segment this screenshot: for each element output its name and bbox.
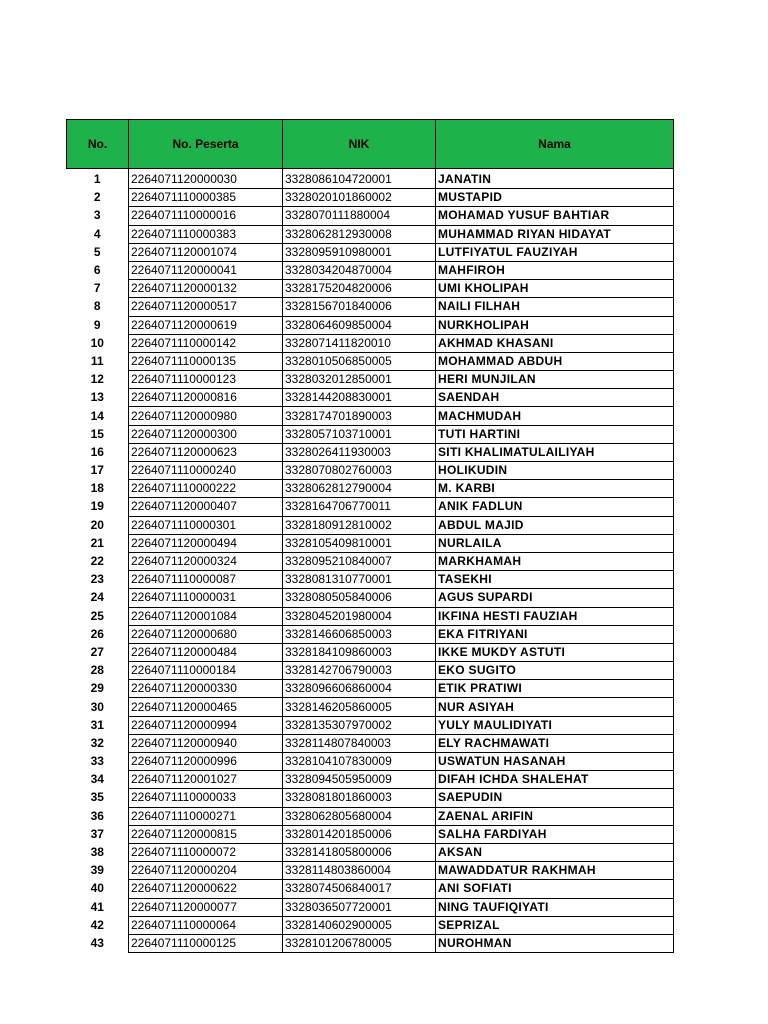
cell-no: 27: [90, 644, 104, 659]
cell-nik: 3328146205860005: [283, 698, 436, 716]
cell-no: 24: [90, 590, 104, 605]
table-row: [67, 607, 674, 625]
table-row: [67, 352, 674, 370]
cell-no-peserta: 2264071120000132: [129, 280, 283, 298]
cell-nama: MOHAMAD YUSUF BAHTIAR: [436, 207, 674, 225]
cell-nik: 3328026411930003: [283, 443, 436, 461]
cell-nama: ZAENAL ARIFIN: [436, 807, 674, 825]
cell-nama: AGUS SUPARDI: [436, 589, 674, 607]
table-row: [67, 807, 674, 825]
cell-nama: MAHFIROH: [436, 261, 674, 279]
cell-nik: 3328142706790003: [283, 662, 436, 680]
cell-nik: 3328014201850006: [283, 825, 436, 843]
cell-nik: 3328095210840007: [283, 552, 436, 570]
table-row: [67, 771, 674, 789]
cell-nama: YULY MAULIDIYATI: [436, 716, 674, 734]
cell-nama: SALHA FARDIYAH: [436, 825, 674, 843]
cell-no-peserta: 2264071120000980: [129, 407, 283, 425]
cell-no-peserta: 2264071110000135: [129, 352, 283, 370]
cell-no: 36: [90, 808, 104, 823]
cell-no: 23: [90, 572, 104, 587]
cell-nama: NURLAILA: [436, 534, 674, 552]
cell-nama: JANATIN: [436, 169, 674, 189]
cell-nama: HOLIKUDIN: [436, 462, 674, 480]
cell-no: 3: [93, 208, 101, 223]
table-row: [67, 189, 674, 207]
cell-no: 18: [90, 481, 104, 496]
cell-no-peserta: 2264071120000494: [129, 534, 283, 552]
cell-nama: ANI SOFIATI: [436, 880, 674, 898]
cell-nama: LUTFIYATUL FAUZIYAH: [436, 243, 674, 261]
cell-nik: 3328070111880004: [283, 207, 436, 225]
cell-no: 37: [90, 826, 104, 841]
cell-nik: 3328146606850003: [283, 625, 436, 643]
cell-nik: 3328071411820010: [283, 334, 436, 352]
table-row: [67, 462, 674, 480]
cell-nama: SITI KHALIMATULAILIYAH: [436, 443, 674, 461]
cell-no-peserta: 2264071110000184: [129, 662, 283, 680]
cell-nama: SEPRIZAL: [436, 916, 674, 934]
cell-no-peserta: 2264071110000064: [129, 916, 283, 934]
cell-nama: M. KARBI: [436, 480, 674, 498]
cell-nama: ANIK FADLUN: [436, 498, 674, 516]
cell-nik: 3328164706770011: [283, 498, 436, 516]
header-no-peserta: No. Peserta: [129, 120, 283, 169]
table-row: [67, 407, 674, 425]
cell-nama: NURKHOLIPAH: [436, 316, 674, 334]
cell-no: 32: [90, 735, 104, 750]
cell-nama: IKFINA HESTI FAUZIAH: [436, 607, 674, 625]
cell-nik: 3328135307970002: [283, 716, 436, 734]
table-row: [67, 789, 674, 807]
cell-no: 22: [90, 554, 104, 569]
cell-no: 28: [90, 663, 104, 678]
cell-no: 42: [90, 917, 104, 932]
table-row: [67, 280, 674, 298]
cell-no: 17: [90, 463, 104, 478]
cell-no-peserta: 2264071120000330: [129, 680, 283, 698]
cell-nik: 3328114803860004: [283, 862, 436, 880]
table-row: [67, 880, 674, 898]
cell-no: 35: [90, 790, 104, 805]
table-row: [67, 169, 674, 189]
table-row: [67, 298, 674, 316]
cell-nama: ETIK PRATIWI: [436, 680, 674, 698]
cell-no-peserta: 2264071120000816: [129, 389, 283, 407]
cell-nama: EKA FITRIYANI: [436, 625, 674, 643]
cell-nama: TASEKHI: [436, 571, 674, 589]
cell-no: 21: [90, 535, 104, 550]
cell-no: 11: [90, 353, 104, 368]
cell-nik: 3328020101860002: [283, 189, 436, 207]
cell-no: 5: [93, 244, 101, 259]
table-row: [67, 425, 674, 443]
cell-nik: 3328156701840006: [283, 298, 436, 316]
cell-nik: 3328074506840017: [283, 880, 436, 898]
cell-no-peserta: 2264071120000204: [129, 862, 283, 880]
cell-no: 9: [93, 317, 101, 332]
cell-no-peserta: 2264071120000517: [129, 298, 283, 316]
cell-no-peserta: 2264071110000033: [129, 789, 283, 807]
cell-nama: MAWADDATUR RAKHMAH: [436, 862, 674, 880]
cell-no: 10: [90, 335, 104, 350]
header-no: No.: [67, 120, 129, 169]
cell-no-peserta: 2264071120000815: [129, 825, 283, 843]
table-row: [67, 207, 674, 225]
table-row: [67, 716, 674, 734]
table-row: [67, 516, 674, 534]
cell-no: 20: [90, 517, 104, 532]
cell-no-peserta: 2264071110000240: [129, 462, 283, 480]
cell-no-peserta: 2264071120000407: [129, 498, 283, 516]
cell-no-peserta: 2264071120001074: [129, 243, 283, 261]
table-header: [67, 120, 674, 169]
cell-nik: 3328105409810001: [283, 534, 436, 552]
cell-no: 29: [90, 681, 104, 696]
cell-no: 25: [90, 608, 104, 623]
cell-no-peserta: 2264071110000016: [129, 207, 283, 225]
table-row: [67, 643, 674, 661]
table-row: [67, 389, 674, 407]
cell-nama: USWATUN HASANAH: [436, 753, 674, 771]
cell-no-peserta: 2264071110000301: [129, 516, 283, 534]
table-row: [67, 898, 674, 916]
table-row: [67, 443, 674, 461]
cell-nik: 3328081310770001: [283, 571, 436, 589]
cell-nik: 3328064609850004: [283, 316, 436, 334]
table-row: [67, 916, 674, 934]
cell-no: 16: [90, 444, 104, 459]
cell-no-peserta: 2264071120000484: [129, 643, 283, 661]
cell-no-peserta: 2264071110000383: [129, 225, 283, 243]
cell-nik: 3328184109860003: [283, 643, 436, 661]
cell-nik: 3328032012850001: [283, 371, 436, 389]
cell-no: 30: [90, 699, 104, 714]
cell-no: 33: [90, 754, 104, 769]
table-row: [67, 753, 674, 771]
cell-nik: 3328034204870004: [283, 261, 436, 279]
cell-no-peserta: 2264071120000300: [129, 425, 283, 443]
cell-nama: MARKHAMAH: [436, 552, 674, 570]
cell-no: 40: [90, 881, 104, 896]
table-row: [67, 698, 674, 716]
cell-no: 31: [90, 717, 104, 732]
table-row: [67, 498, 674, 516]
cell-nik: 3328114807840003: [283, 734, 436, 752]
cell-nik: 3328141805800006: [283, 843, 436, 861]
cell-no-peserta: 2264071110000222: [129, 480, 283, 498]
table-row: [67, 261, 674, 279]
cell-nama: SAEPUDIN: [436, 789, 674, 807]
cell-nik: 3328174701890003: [283, 407, 436, 425]
cell-no-peserta: 2264071110000125: [129, 934, 283, 952]
cell-nik: 3328010506850005: [283, 352, 436, 370]
cell-no: 26: [90, 626, 104, 641]
cell-nama: MUSTAPID: [436, 189, 674, 207]
cell-nama: EKO SUGITO: [436, 662, 674, 680]
table-row: [67, 571, 674, 589]
cell-no-peserta: 2264071110000031: [129, 589, 283, 607]
cell-nik: 3328062812790004: [283, 480, 436, 498]
cell-nik: 3328101206780005: [283, 934, 436, 952]
cell-no: 34: [90, 772, 104, 787]
cell-no-peserta: 2264071120000994: [129, 716, 283, 734]
table-row: [67, 225, 674, 243]
cell-no-peserta: 2264071120000940: [129, 734, 283, 752]
cell-nik: 3328095910980001: [283, 243, 436, 261]
cell-no: 15: [90, 426, 104, 441]
cell-nama: MACHMUDAH: [436, 407, 674, 425]
table-row: [67, 480, 674, 498]
header-nik: NIK: [283, 120, 436, 169]
cell-no-peserta: 2264071120000465: [129, 698, 283, 716]
cell-no: 12: [90, 372, 104, 387]
participant-table-sheet: [66, 119, 674, 953]
cell-nama: SAENDAH: [436, 389, 674, 407]
cell-no-peserta: 2264071110000072: [129, 843, 283, 861]
table-row: [67, 334, 674, 352]
cell-no: 7: [93, 281, 101, 296]
table-row: [67, 662, 674, 680]
cell-nama: IKKE MUKDY ASTUTI: [436, 643, 674, 661]
cell-no-peserta: 2264071120000623: [129, 443, 283, 461]
table-row: [67, 825, 674, 843]
cell-nama: NUROHMAN: [436, 934, 674, 952]
cell-nama: MUHAMMAD RIYAN HIDAYAT: [436, 225, 674, 243]
cell-nik: 3328057103710001: [283, 425, 436, 443]
cell-nama: NUR ASIYAH: [436, 698, 674, 716]
cell-no-peserta: 2264071120000041: [129, 261, 283, 279]
table-row: [67, 680, 674, 698]
cell-nik: 3328175204820006: [283, 280, 436, 298]
cell-nik: 3328140602900005: [283, 916, 436, 934]
header-nama: Nama: [436, 120, 674, 169]
cell-nama: ABDUL MAJID: [436, 516, 674, 534]
cell-nama: HERI MUNJILAN: [436, 371, 674, 389]
cell-nik: 3328036507720001: [283, 898, 436, 916]
cell-no: 4: [93, 226, 101, 241]
cell-no-peserta: 2264071110000123: [129, 371, 283, 389]
cell-nama: TUTI HARTINI: [436, 425, 674, 443]
cell-no-peserta: 2264071110000271: [129, 807, 283, 825]
cell-no: 38: [90, 845, 104, 860]
cell-no: 14: [90, 408, 104, 423]
cell-no-peserta: 2264071120001027: [129, 771, 283, 789]
cell-no-peserta: 2264071120000622: [129, 880, 283, 898]
table-row: [67, 734, 674, 752]
cell-nama: NAILI FILHAH: [436, 298, 674, 316]
cell-nik: 3328094505950009: [283, 771, 436, 789]
cell-no: 1: [93, 172, 101, 187]
cell-nama: AKHMAD KHASANI: [436, 334, 674, 352]
table-row: [67, 552, 674, 570]
table-row: [67, 371, 674, 389]
cell-no: 41: [90, 899, 104, 914]
cell-nama: DIFAH ICHDA SHALEHAT: [436, 771, 674, 789]
cell-no-peserta: 2264071120001084: [129, 607, 283, 625]
cell-no-peserta: 2264071120000077: [129, 898, 283, 916]
cell-no-peserta: 2264071120000030: [129, 169, 283, 189]
cell-no-peserta: 2264071120000619: [129, 316, 283, 334]
cell-nik: 3328180912810002: [283, 516, 436, 534]
table-row: [67, 589, 674, 607]
cell-no: 2: [93, 190, 101, 205]
cell-no-peserta: 2264071110000385: [129, 189, 283, 207]
table-row: [67, 625, 674, 643]
cell-nik: 3328062805680004: [283, 807, 436, 825]
cell-nama: ELY RACHMAWATI: [436, 734, 674, 752]
cell-nama: NING TAUFIQIYATI: [436, 898, 674, 916]
cell-nama: MOHAMMAD ABDUH: [436, 352, 674, 370]
cell-nik: 3328144208830001: [283, 389, 436, 407]
cell-nama: UMI KHOLIPAH: [436, 280, 674, 298]
cell-no: 6: [93, 263, 101, 278]
cell-nik: 3328062812930008: [283, 225, 436, 243]
cell-no-peserta: 2264071120000680: [129, 625, 283, 643]
cell-nik: 3328080505840006: [283, 589, 436, 607]
cell-no: 8: [93, 299, 101, 314]
cell-nik: 3328086104720001: [283, 169, 436, 189]
cell-nik: 3328045201980004: [283, 607, 436, 625]
cell-nik: 3328096606860004: [283, 680, 436, 698]
cell-no: 13: [90, 390, 104, 405]
table-row: [67, 534, 674, 552]
cell-nik: 3328070802760003: [283, 462, 436, 480]
cell-nik: 3328104107830009: [283, 753, 436, 771]
table-row: [67, 862, 674, 880]
cell-no: 43: [90, 935, 104, 950]
cell-no-peserta: 2264071120000324: [129, 552, 283, 570]
cell-no-peserta: 2264071120000996: [129, 753, 283, 771]
table-row: [67, 316, 674, 334]
participant-table: [66, 119, 674, 953]
cell-nama: AKSAN: [436, 843, 674, 861]
cell-no: 39: [90, 863, 104, 878]
table-row: [67, 934, 674, 952]
table-row: [67, 843, 674, 861]
table-row: [67, 243, 674, 261]
cell-nik: 3328081801860003: [283, 789, 436, 807]
cell-no-peserta: 2264071110000142: [129, 334, 283, 352]
cell-no: 19: [90, 499, 104, 514]
cell-no-peserta: 2264071110000087: [129, 571, 283, 589]
table-body: [67, 169, 674, 953]
